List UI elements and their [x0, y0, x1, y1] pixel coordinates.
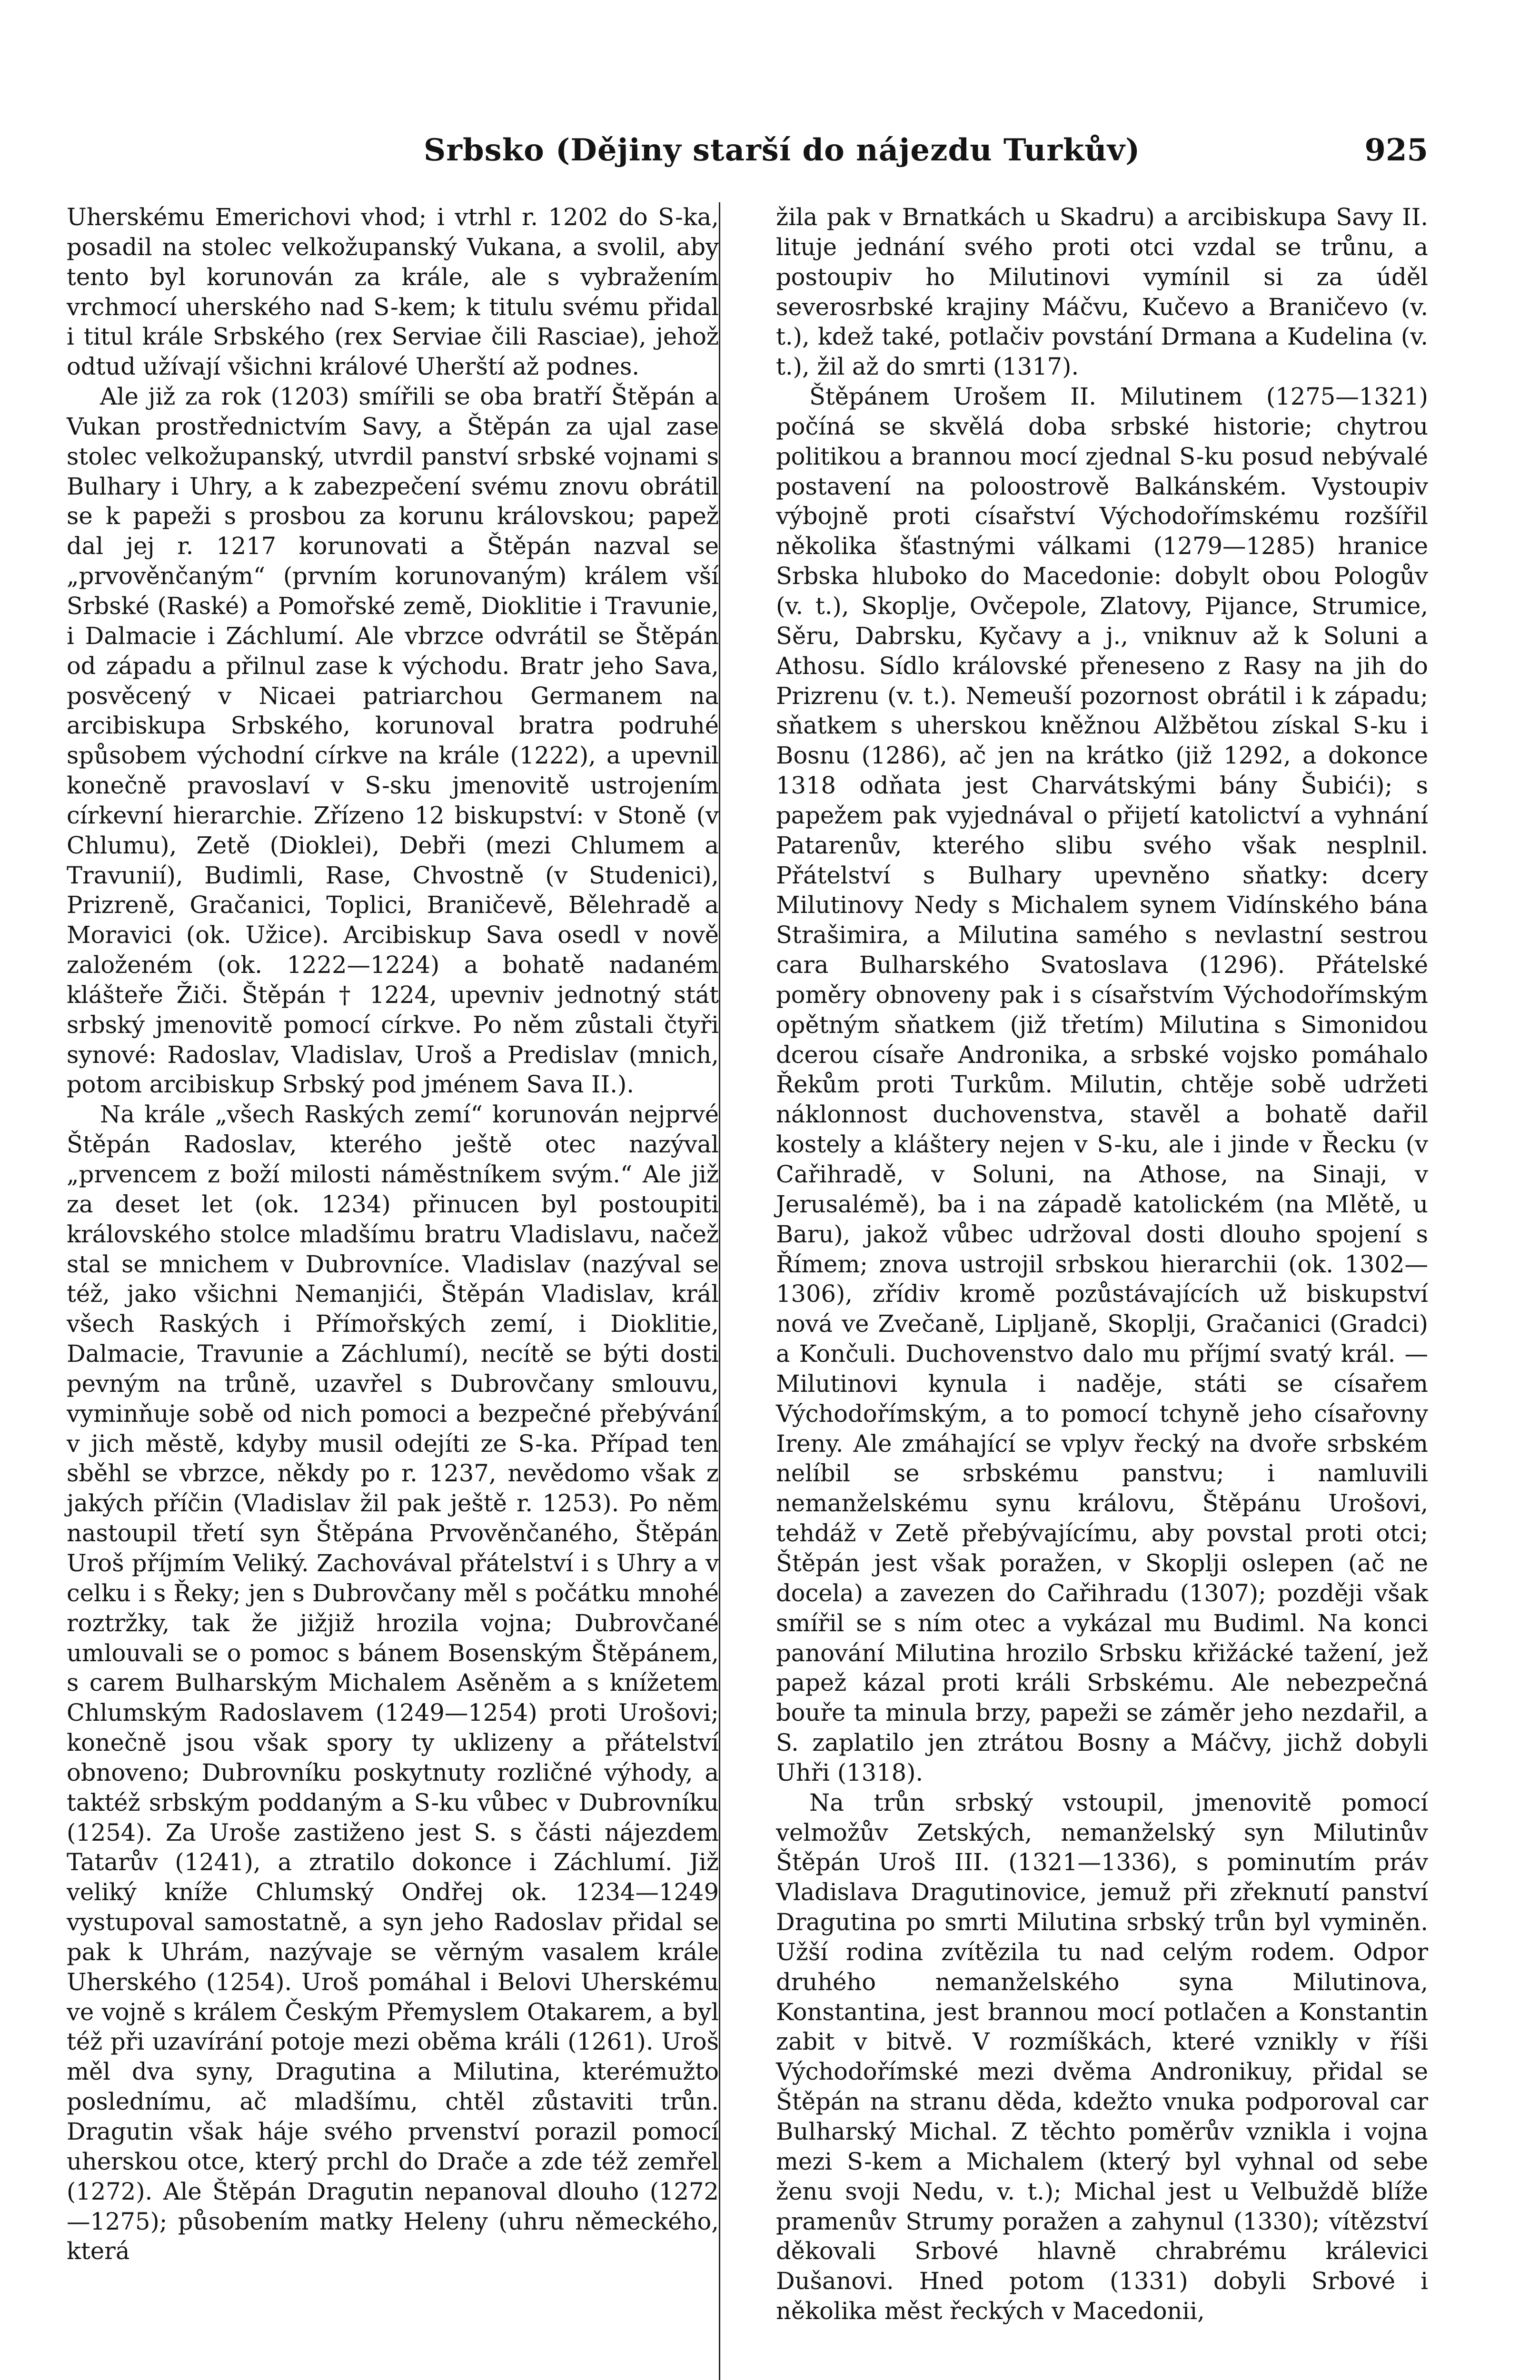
- paragraph: Štěpánem Urošem II. Milutinem (1275—1321) počíná se skvělá doba srbské historie; chytrou politikou a brannou mocí zjednal S-ku posud nebývalé postavení na poloostrově Balkánském. Vystoupiv výbojně proti císařství Východořímskému rozšířil několika šťastnými válkami (1279—1285) hranice Srbska hluboko do Macedonie: dobylt obou Pologův (v. t.), Skoplje, Ovčepole, Zlatovy, Pijance, Strumice, Sěru, Dabrsku, Kyčavy a j., vniknuv až k Soluni a Athosu. Sídlo královské přeneseno z Rasy na jih do Prizrenu (v. t.). Nemeuší pozornost obrátil i k západu; sňatkem s uherskou kněžnou Alžbětou získal S-ku i Bosnu (1286), ač jen na krátko (již 1292, a dokonce 1318 odňata jest Charvátskými bány Šubići); s papežem pak vyjednával o přijetí katolictví a vyhnání Patarenův, kterého slibu svého však nesplnil. Přátelství s Bulhary upevněno sňatky: dcery Milutinovy Nedy s Michalem synem Vidínského bána Strašimira, a Milutina samého s nevlastní sestrou cara Bulharského Svatoslava (1296). Přátelské poměry obnoveny pak i s císařstvím Východořímským opětným sňatkem (již třetím) Milutina s Simonidou dcerou císaře Andronika, a srbské vojsko pomáhalo Řekům proti Turkům. Milutin, chtěje sobě udržeti náklonnost duchovenstva, stavěl a bohatě dařil kostely a kláštery nejen v S-ku, ale i jinde v Řecku (v Cařihradě, v Soluni, na Athose, na Sinaji, v Jerusalémě), ba i na západě katolickém (na Mlětě, u Baru), jakož vůbec udržoval dosti dlouho spojení s Římem; znova ustrojil srbskou hierarchii (ok. 1302—1306), zřídiv kromě pozůstávajících už biskupství nová ve Zvečaně, Lipljaně, Skoplji, Gračanici (Gradci) a Končuli. Duchovenstvo dalo mu příjmí svatý král. — Milutinovi kynula i naděje, státi se císařem Východořímským, a to pomocí tchyně jeho císařovny Ireny. Ale zmáhající se vplyv řecký na dvoře srbském nelíbil se srbskému panstvu; i namluvili nemanželskému synu královu, Štěpánu Urošovi, tehdáž v Zetě přebývajícímu, aby povstal proti otci; Štěpán jest však poražen, v Skoplji oslepen (ač ne docela) a zavezen do Cařihradu (1307); později však smířil se s ním otec a vykázal mu Budiml. Na konci panování Milutina hrozilo Srbsku křižácké tažení, jež papež kázal proti králi Srbskému. Ale nebezpečná bouře ta minula brzy, papeži se záměr jeho nezdařil, a S. zaplatilo jen ztrátou Bosny a Máčvy, jichž dobyli Uhři (1318).: [776, 383, 1428, 1786]
- paragraph: Ale již za rok (1203) smířili se oba bratří Štěpán a Vukan prostřednictvím Savy, a Štěpán za ujal zase stolec velkožupanský, utvrdil panství srbské vojnami s Bulhary i Uhry, a k zabezpečení svému znovu obrátil se k papeži s prosbou za korunu královskou; papež dal jej r. 1217 korunovati a Štěpán nazval se „prvověnčaným“ (prvním korunovaným) králem vší Srbské (Raské) a Pomořské země, Dioklitie i Travunie, i Dalmacie i Záchlumí. Ale vbrzce odvrátil se Štěpán od západu a přilnul zase k východu. Bratr jeho Sava, posvěcený v Nicaei patriarchou Germanem na arcibiskupa Srbského, korunoval bratra podruhé spůsobem východní církve na krále (1222), a upevnil konečně pravoslaví v S-sku jmenovitě ustrojením církevní hierarchie. Zřízeno 12 biskupství: v Stoně (v Chlumu), Zetě (Dioklei), Debři (mezi Chlumem a Travunií), Budimli, Rase, Chvostně (v Studenici), Prizreně, Gračanici, Toplici, Braničevě, Bělehradě a Moravici (ok. Užice). Arcibiskup Sava osedl v nově založeném (ok. 1222—1224) a bohatě nadaném klášteře Žiči. Štěpán † 1224, upevniv jednotný stát srbský jmenovitě pomocí církve. Po něm zůstali čtyři synové: Radoslav, Vladislav, Uroš a Predislav (mnich, potom arcibiskup Srbský pod jménem Sava II.).: [67, 383, 719, 1099]
- left-column: [67, 202, 719, 2266]
- paragraph: Na trůn srbský vstoupil, jmenovitě pomocí velmožův Zetských, nemanželský syn Milutinův Štěpán Uroš III. (1321—1336), s pominutím práv Vladislava Dragutinovice, jemuž při zřeknutí panství Dragutina po smrti Milutina srbský trůn byl vyminěn. Užší rodina zvítězila tu nad celým rodem. Odpor druhého nemanželského syna Milutinova, Konstantina, jest brannou mocí potlačen a Konstantin zabit v bitvě. V rozmíškách, které vznikly v říši Východořímské mezi dvěma Andronikuy, přidal se Štěpán na stranu děda, kdežto vnuka podporoval car Bulharský Michal. Z těchto poměrův vznikla i vojna mezi S-kem a Michalem (který byl vyhnal od sebe ženu svoji Nedu, v. t.); Michal jest u Velbuždě blíže pramenův Strumy poražen a zahynul (1330); vítězství děkovali Srbové hlavně chrabrému králevici Dušanovi. Hned potom (1331) dobyli Srbové i několika měst řeckých v Macedonii,: [776, 1788, 1428, 2325]
- paragraph: Uherskému Emerichovi vhod; i vtrhl r. 1202 do S-ka, posadil na stolec velkožupanský Vukana, a svolil, aby tento byl korunován za krále, ale s vybražením vrchmocí uherského nad S-kem; k titulu svému přidal i titul krále Srbského (rex Serviae čili Rasciae), jehož odtud užívají všichni králové Uherští až podnes.: [67, 203, 719, 381]
- header-title: Srbsko (Dějiny starší do nájezdu Turkův): [424, 132, 1141, 168]
- paragraph: žila pak v Brnatkách u Skadru) a arcibiskupa Savy II. lituje jednání svého proti otci vzdal se trůnu, a postoupiv ho Milutinovi vymínil si za úděl severosrbské krajiny Máčvu, Kučevo a Braničevo (v. t.), kdež také, potlačiv povstání Drmana a Kudelina (v. t.), žil až do smrti (1317).: [776, 203, 1428, 381]
- column-divider: [719, 202, 720, 2380]
- right-column: [776, 202, 1428, 2326]
- paragraph: Na krále „všech Raských zemí“ korunován nejprvé Štěpán Radoslav, kterého ještě otec nazýval „prvencem z boží milosti náměstníkem svým.“ Ale již za deset let (ok. 1234) přinucen byl postoupiti královského stolce mladšímu bratru Vladislavu, načež stal se mnichem v Dubrovníce. Vladislav (nazýval se též, jako všichni Nemanjići, Štěpán Vladislav, král všech Raských i Přímořských zemí, i Dioklitie, Dalmacie, Travunie a Záchlumí), necítě se býti dosti pevným na trůně, uzavřel s Dubrovčany smlouvu, vyminňuje sobě od nich pomoci a bezpečné přebývání v jich městě, kdyby musil odejíti ze S-ka. Případ ten sběhl se vbrzce, někdy po r. 1237, nevědomo však z jakých příčin (Vladislav žil pak ještě r. 1253). Po něm nastoupil třetí syn Štěpána Prvověnčaného, Štěpán Uroš příjmím Veliký. Zachovával přátelství i s Uhry a v celku i s Řeky; jen s Dubrovčany měl s počátku mnohé roztržky, tak že jižjiž hrozila vojna; Dubrovčané umlouvali se o pomoc s bánem Bosenským Štěpánem, s carem Bulharským Michalem Asěněm a s knížetem Chlumským Radoslavem (1249—1254) proti Urošovi; konečně jsou však spory ty uklizeny a přátelství obnoveno; Dubrovníku poskytnuty rozličné výhody, a taktéž srbským poddaným a S-ku vůbec v Dubrovníku (1254). Za Uroše zastiženo jest S. s části nájezdem Tatarův (1241), a ztratilo dokonce i Záchlumí. Již veliký kníže Chlumský Ondřej ok. 1234—1249 vystupoval samostatně, a syn jeho Radoslav přidal se pak k Uhrám, nazývaje se věrným vasalem krále Uherského (1254). Uroš pomáhal i Belovi Uherskému ve vojně s králem Českým Přemyslem Otakarem, a byl též při uzavírání potoje mezi oběma králi (1261). Uroš měl dva syny, Dragutina a Milutina, kterémužto poslednímu, ač mladšímu, chtěl zůstaviti trůn. Dragutin však háje svého prvenství porazil pomocí uherskou otce, který prchl do Drače a zde též zemřel (1272). Ale Štěpán Dragutin nepanoval dlouho (1272—1275); působením matky Heleny (uhru německého, která: [67, 1101, 719, 2265]
- running-header: [67, 132, 1428, 180]
- page-number: 925: [1364, 132, 1428, 168]
